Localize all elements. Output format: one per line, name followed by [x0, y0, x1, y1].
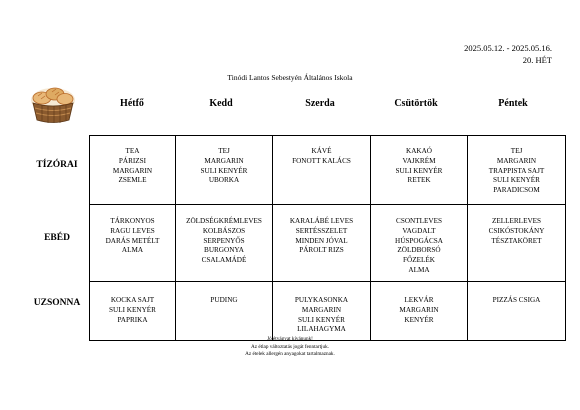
menu-row — [90, 282, 566, 341]
footer-line: Jó étvágyat kívánunk! — [267, 336, 313, 342]
menu-item: MARGARIN — [496, 156, 537, 165]
menu-item: RAGU LEVES — [110, 226, 155, 235]
menu-item: TEJ — [218, 147, 230, 155]
menu-row — [90, 136, 566, 205]
menu-item: RETEK — [407, 176, 431, 185]
date-range-text: 2025.05.12. - 2025.05.16. — [464, 43, 552, 53]
menu-item: TÉSZTAKÖRET — [491, 236, 542, 245]
menu-cell — [273, 205, 371, 282]
menu-cell — [176, 205, 273, 282]
school-name: Tinódi Lantos Sebestyén Általános Iskola — [227, 73, 353, 82]
menu-item: LILAHAGYMA — [297, 325, 346, 334]
menu-cell — [90, 282, 176, 341]
row-label-morning-snack: TÍZÓRAI — [36, 160, 78, 170]
menu-cell-content — [371, 136, 467, 186]
menu-item: MARGARIN — [112, 166, 153, 175]
day-header-friday: Péntek — [498, 98, 528, 109]
menu-cell — [371, 282, 468, 341]
menu-cell-content — [468, 136, 565, 196]
row-label-afternoon-snack: UZSONNA — [33, 298, 81, 308]
menu-item: BURGONYA — [204, 246, 244, 255]
menu-item: DARÁS METÉLT — [105, 236, 160, 245]
menu-item: VAGDALT — [402, 226, 436, 235]
menu-item: PAPRIKA — [117, 315, 148, 324]
menu-cell-content — [176, 136, 272, 186]
day-header-monday: Hétfő — [120, 98, 144, 109]
menu-item: ZÖLDSÉGKRÉMLEVES — [186, 217, 262, 225]
footer-notes — [0, 336, 580, 359]
menu-item: CSONTLEVES — [396, 217, 442, 225]
menu-item: MARGARIN — [399, 305, 439, 314]
menu-item: VAJKRÉM — [402, 156, 436, 165]
day-header-thursday: Csütörtök — [394, 98, 438, 109]
menu-item: PARADICSOM — [493, 186, 540, 195]
menu-item: ZELLERLEVES — [491, 217, 542, 225]
menu-cell-content — [90, 136, 175, 186]
menu-cell — [273, 136, 371, 205]
day-header-wednesday: Szerda — [305, 98, 335, 109]
week-number: 20. HÉT — [522, 55, 552, 65]
menu-cell-content — [273, 136, 370, 167]
menu-item: PULYKASONKA — [294, 296, 349, 304]
menu-cell — [273, 282, 371, 341]
menu-item: ALMA — [408, 265, 430, 274]
day-header-tuesday: Kedd — [209, 98, 233, 109]
menu-item: TÁRKONYOS — [110, 217, 155, 225]
menu-cell-content — [176, 282, 272, 306]
menu-item: PÁRIZSI — [118, 156, 147, 165]
menu-item: KOCKA SAJT — [110, 296, 155, 304]
menu-item: KENYÉR — [404, 315, 434, 324]
menu-item: HÚSPOGÁCSA — [395, 236, 443, 245]
menu-item: KAKAÓ — [406, 147, 432, 155]
menu-item: LEKVÁR — [404, 296, 434, 304]
menu-item: PUDING — [210, 296, 238, 304]
footer-line: Az étlap változtatás jogát fenntartjuk. — [251, 343, 329, 350]
menu-item: SULI KENYÉR — [298, 315, 345, 324]
menu-cell — [176, 136, 273, 205]
menu-cell — [468, 136, 566, 205]
menu-item: PIZZÁS CSIGA — [492, 296, 541, 304]
menu-cell — [90, 136, 176, 205]
menu-item: SERPENYŐS — [203, 236, 245, 245]
menu-item: TRAPPISTA SAJT — [488, 166, 545, 175]
menu-table — [89, 135, 566, 341]
menu-item: CSALAMÁDÉ — [201, 256, 247, 265]
menu-cell-content — [371, 282, 467, 325]
menu-cell — [468, 205, 566, 282]
menu-item: MARGARIN — [301, 305, 342, 314]
menu-item: PÁROLT RIZS — [299, 246, 344, 255]
menu-cell — [176, 282, 273, 341]
menu-item: FONOTT KALÁCS — [292, 156, 351, 165]
menu-cell — [371, 136, 468, 205]
menu-item: MARGARIN — [204, 156, 244, 165]
menu-cell-content — [90, 205, 175, 256]
menu-item: ZSEMLE — [118, 176, 147, 185]
menu-item: CSIKÓSTOKÁNY — [488, 226, 545, 235]
menu-item: KARALÁBÉ LEVES — [289, 217, 354, 225]
menu-cell-content — [468, 282, 565, 306]
menu-row — [90, 205, 566, 282]
menu-item: FŐZELÉK — [403, 256, 435, 265]
menu-item: SULI KENYÉR — [109, 305, 156, 314]
row-label-lunch: EBÉD — [44, 233, 70, 243]
menu-cell-content — [468, 205, 565, 246]
menu-item: MINDEN JÓVAL — [295, 236, 348, 245]
menu-cell-content — [371, 205, 467, 276]
menu-item: SERTÉSSZELET — [295, 226, 348, 235]
menu-item: ALMA — [121, 246, 144, 255]
menu-cell-content — [273, 205, 370, 256]
bread-basket-icon — [28, 82, 78, 126]
menu-item: SULI KENYÉR — [395, 166, 443, 175]
menu-cell — [371, 205, 468, 282]
menu-item: ZÖLDBORSÓ — [397, 246, 441, 255]
menu-cell — [468, 282, 566, 341]
menu-item: TEA — [125, 147, 140, 155]
date-range — [464, 42, 552, 66]
menu-item: TEJ — [510, 147, 523, 155]
menu-item: UBORKA — [208, 176, 240, 185]
menu-cell — [90, 205, 176, 282]
menu-item: KÁVÉ — [311, 147, 332, 155]
menu-item: SULI KENYÉR — [200, 166, 248, 175]
menu-cell-content — [90, 282, 175, 325]
menu-item: KOLBÁSZOS — [202, 226, 246, 235]
menu-cell-content — [273, 282, 370, 335]
footer-line: Az ételek allergén anyagokat tartalmaznak. — [245, 351, 335, 357]
menu-cell-content — [176, 205, 272, 266]
menu-item: SULI KENYÉR — [493, 176, 540, 185]
